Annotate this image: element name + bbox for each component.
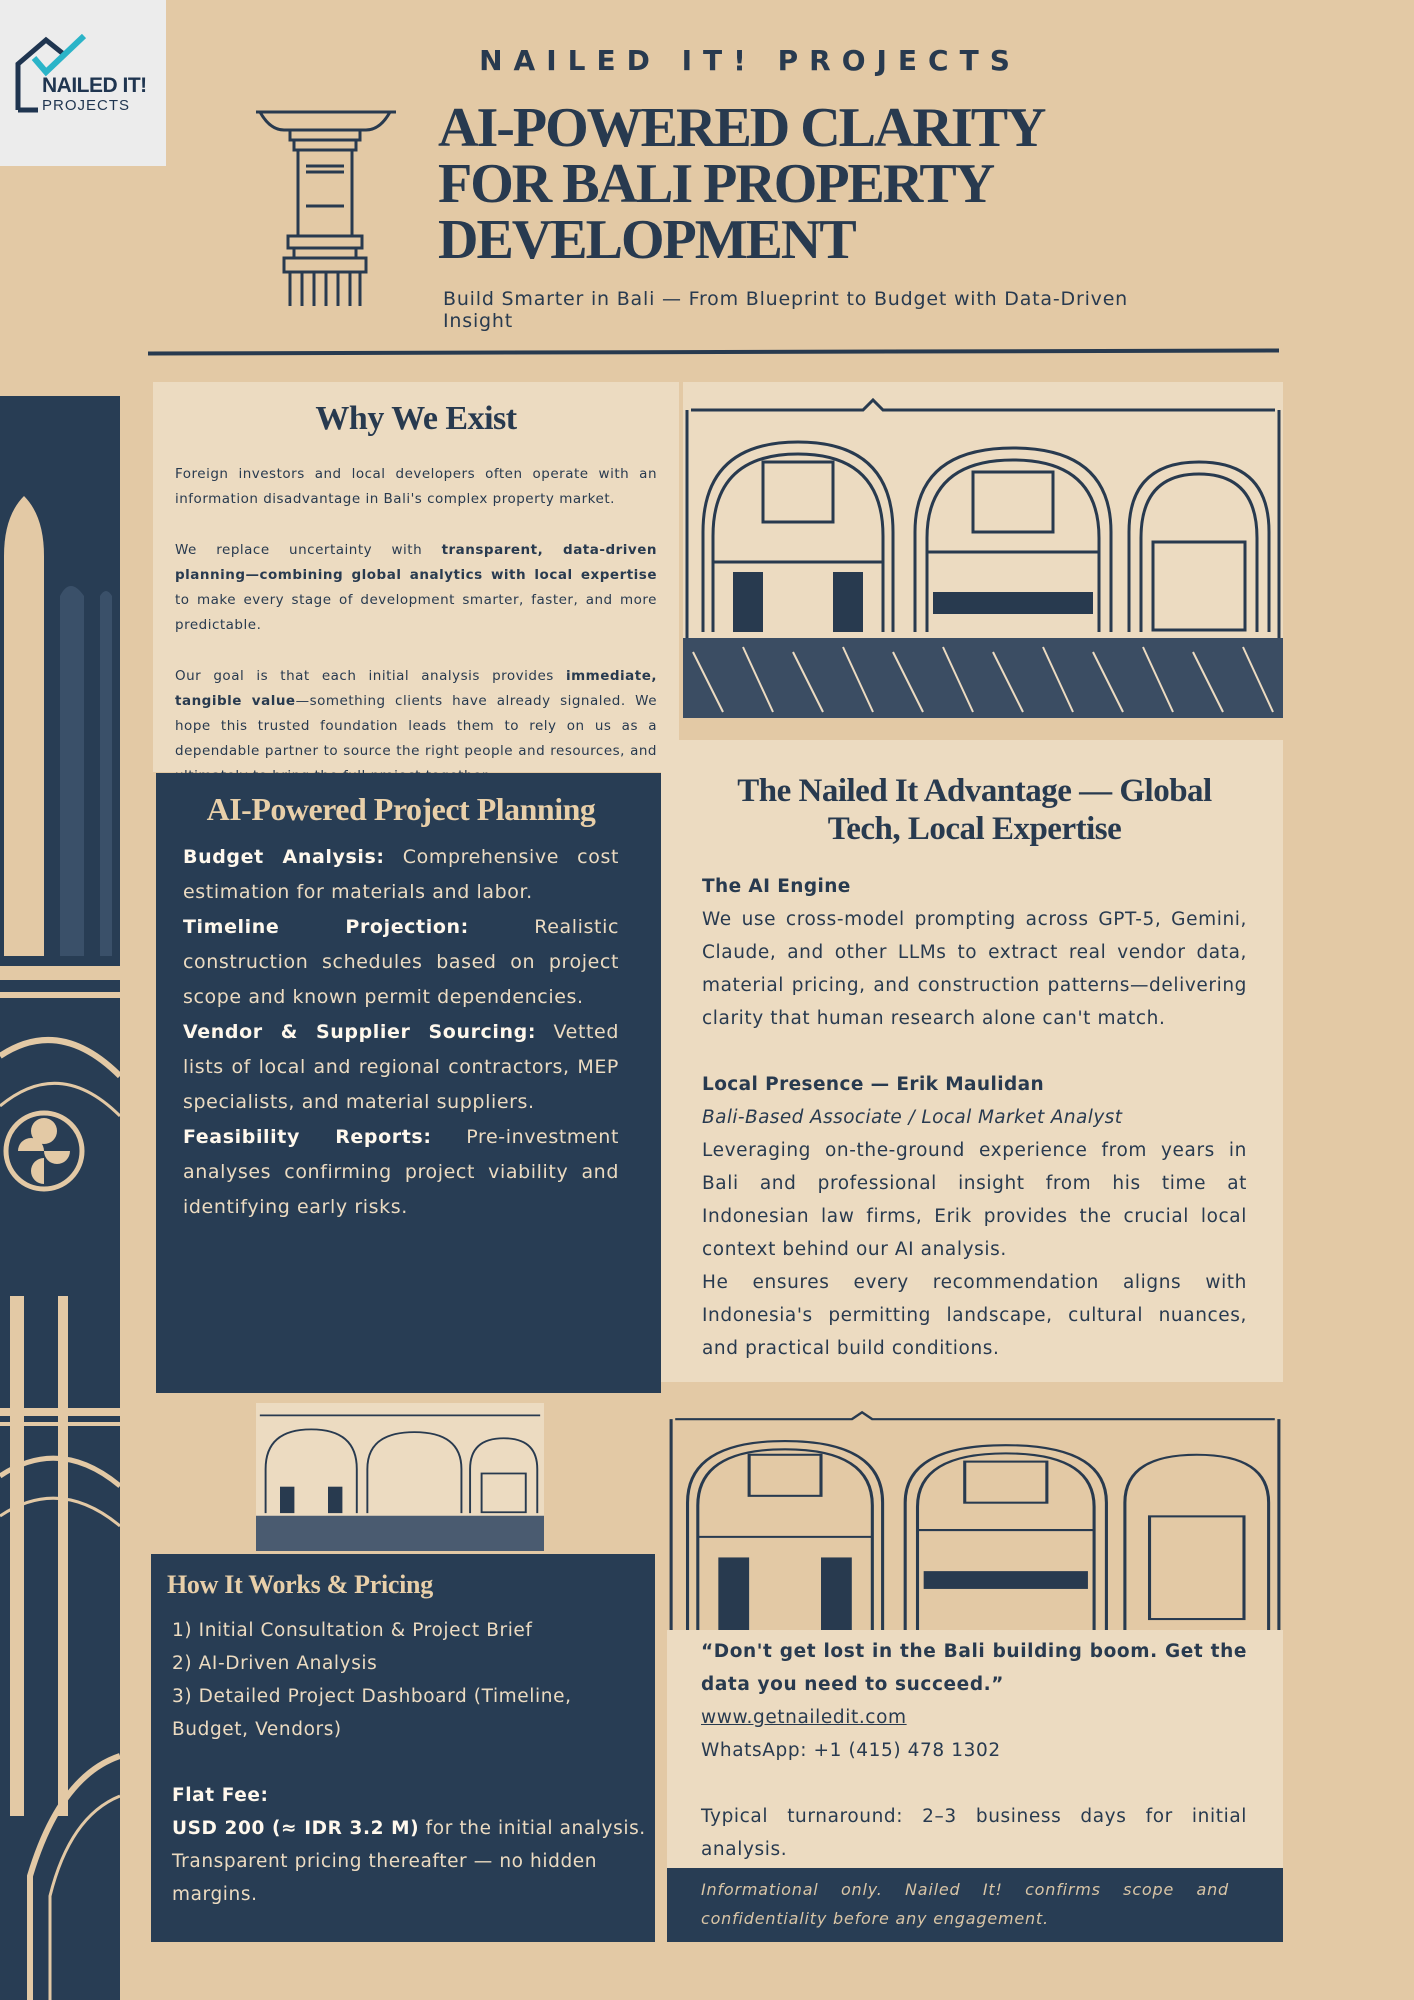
- why-title: Why We Exist: [315, 400, 517, 437]
- why-p2-text: We replace uncertainty with: [175, 542, 442, 558]
- website-link[interactable]: www.getnailedit.com: [701, 1707, 907, 1728]
- fee-label-text: Flat Fee:: [172, 1785, 269, 1806]
- step-3: 3) Detailed Project Dashboard (Timeline, Budget, Vendors): [172, 1686, 572, 1740]
- fee-amount: [167, 1812, 655, 1845]
- headline-line-1: AI-POWERED CLARITY: [438, 97, 1045, 159]
- ai-engine-text: We use cross-model prompting across GPT-5, Gemini, Claude, and other LLMs to extract real vendor data, material pricing, and construction patterns—delivering clarity that human research alone can't match.: [702, 909, 1247, 1029]
- headline-line-3: DEVELOPMENT: [438, 209, 855, 271]
- facade-illustration: [667, 1400, 1283, 1630]
- planning-item-label: Vendor & Supplier Sourcing:: [183, 1021, 537, 1043]
- step-1: 1) Initial Consultation & Project Brief: [172, 1620, 533, 1641]
- planning-title: AI-Powered Project Planning: [206, 791, 596, 827]
- turnaround-note: Typical turnaround: 2–3 business days for initial analysis.: [701, 1806, 1247, 1860]
- facade-illustration: [256, 1403, 544, 1551]
- why-p3-emphasis: immediate, tangible value: [175, 668, 657, 709]
- planning-item-label: Budget Analysis:: [183, 846, 385, 868]
- tagline: Build Smarter in Bali — From Blueprint to Budget with Data-Driven Insight: [443, 288, 1129, 332]
- local-presence-heading: Local Presence — Erik Maulidan: [702, 1074, 1045, 1095]
- planning-item-feasibility: [183, 1120, 619, 1225]
- step-2: 2) AI-Driven Analysis: [172, 1653, 378, 1674]
- header-divider: [148, 349, 1279, 356]
- planning-item-label: Timeline Projection:: [183, 916, 469, 938]
- fee-note: Transparent pricing thereafter — no hidden margins.: [172, 1851, 598, 1905]
- planning-item-label: Feasibility Reports:: [183, 1126, 432, 1148]
- why-p3-text-end: —something clients have already signaled. We hope this trusted foundation leads them to rely on us as a dependable partner to source the right people and resources, and: [175, 693, 657, 759]
- fee-amount-text: for the initial analysis.: [419, 1818, 646, 1839]
- local-presence-text-1: Leveraging on-the-ground experience from years in Bali and professional insight from his time at Indonesian law firms, Erik provides the crucial local context behind our AI analysis.: [702, 1140, 1247, 1260]
- planning-item-text: Realistic construction schedules based on project scope and known permit dependencies.: [183, 916, 619, 1008]
- how-title: How It Works & Pricing: [167, 1570, 433, 1599]
- why-paragraph-2: [175, 538, 657, 638]
- why-p2-text-end: to make every stage of development smarter, faster, and more predictable.: [175, 592, 657, 633]
- contact-section: [667, 1630, 1283, 1868]
- gothic-ornament-illustration: [0, 396, 120, 2000]
- planning-item-text: Pre-investment analyses confirming project viability and identifying early risks.: [183, 1126, 619, 1218]
- why-paragraph-1: Foreign investors and local developers often operate with an information disadvantage in Bali's complex property market.: [175, 466, 657, 507]
- planning-item-timeline: [183, 910, 619, 1015]
- planning-item-text: Vetted lists of local and regional contractors, MEP specialists, and material suppliers.: [183, 1021, 619, 1113]
- local-presence-role: Bali-Based Associate / Local Market Analyst: [702, 1107, 1123, 1128]
- main-headline: [438, 97, 1138, 271]
- fee-label: [167, 1779, 655, 1812]
- company-logo: [0, 0, 166, 166]
- logo-text: NAILED IT!: [42, 74, 147, 97]
- disclaimer-box: [667, 1868, 1283, 1942]
- fee-amount-value: USD 200 (≈ IDR 3.2 M): [172, 1818, 420, 1839]
- why-paragraph-3: [175, 664, 657, 789]
- how-it-works-section: [151, 1554, 655, 1942]
- cta-quote: “Don't get lost in the Bali building boom. Get the data you need to succeed.”: [701, 1641, 1247, 1695]
- whatsapp-number: WhatsApp: +1 (415) 478 1302: [701, 1740, 1001, 1761]
- brand-name: NAILED IT! PROJECTS: [479, 44, 1021, 77]
- why-p2-emphasis: transparent, data-driven planning—combining global analytics with local expertise: [175, 542, 657, 583]
- planning-item-vendors: [183, 1015, 619, 1120]
- classical-column-illustration: [250, 106, 400, 312]
- headline-line-2: FOR BALI PROPERTY: [438, 153, 994, 215]
- ai-engine-heading: The AI Engine: [702, 876, 851, 897]
- logo-subtext: PROJECTS: [42, 97, 131, 114]
- facade-illustration: [683, 382, 1283, 718]
- planning-item-text: Comprehensive cost estimation for materials and labor.: [183, 846, 619, 903]
- planning-item-budget: [183, 840, 619, 910]
- project-planning-section: [156, 773, 661, 1393]
- advantage-section: [661, 740, 1283, 1382]
- advantage-title: The Nailed It Advantage — Global Tech, Local Expertise: [737, 773, 1212, 847]
- disclaimer-text: Informational only. Nailed It! confirms scope and confidentiality before any engagement.: [701, 1880, 1229, 1928]
- why-we-exist-section: [153, 382, 679, 772]
- why-p3-text: Our goal is that each initial analysis provides: [175, 668, 566, 684]
- local-presence-text-2: He ensures every recommendation aligns with Indonesia's permitting landscape, cultural nuances, and practical build conditions.: [702, 1272, 1247, 1359]
